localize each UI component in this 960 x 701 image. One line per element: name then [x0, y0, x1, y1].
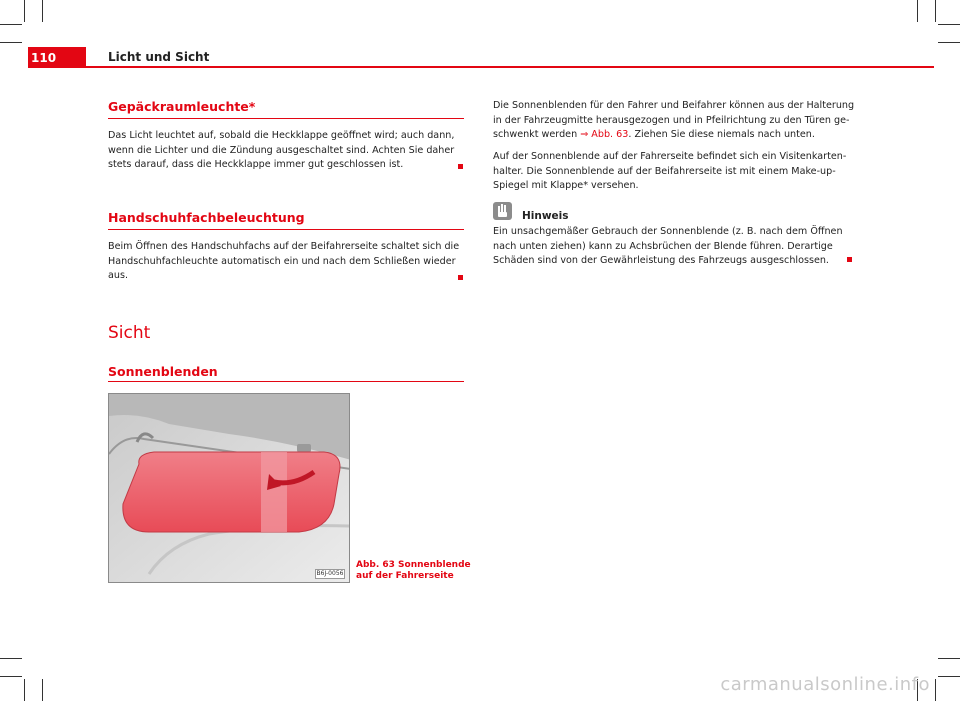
note-icon	[493, 202, 512, 220]
crop-mark	[42, 679, 43, 701]
crop-mark	[935, 0, 936, 22]
text-line: nach unten ziehen) kann zu Achsbrüchen der Blende führen. Derartige	[493, 240, 833, 252]
crop-mark	[0, 658, 22, 659]
crop-mark	[0, 42, 22, 43]
section-end-mark	[458, 275, 463, 280]
text-line: halter. Die Sonnenblende auf der Beifahrerseite ist mit einem Make-up-	[493, 165, 836, 177]
figure-code-label	[315, 569, 345, 579]
text-fragment: . Ziehen Sie diese niemals nach unten.	[628, 129, 815, 141]
note-text	[493, 225, 843, 269]
section-heading-luggage-light: Gepäckraumleuchte*	[108, 99, 256, 114]
sun-visor-text	[493, 99, 854, 143]
page-header	[28, 47, 934, 68]
section-heading-glovebox-light: Handschuhfachbeleuchtung	[108, 210, 305, 225]
crop-mark	[938, 24, 960, 25]
text-line	[493, 128, 854, 143]
luggage-light-text	[108, 129, 454, 173]
text-line: wenn die Lichter und die Zündung ausgeschaltet sind. Achten Sie daher	[108, 144, 455, 156]
heading-rule	[108, 118, 464, 119]
page-number: 110	[28, 47, 86, 68]
heading-rule	[108, 229, 464, 230]
crop-mark	[0, 24, 22, 25]
sun-visor-figure	[108, 393, 350, 583]
text-line: Spiegel mit Klappe* versehen.	[493, 180, 639, 192]
text-fragment: schwenkt werden	[493, 129, 581, 141]
glovebox-light-text	[108, 240, 459, 284]
caption-line: auf der Fahrerseite	[356, 571, 454, 581]
text-line: in der Fahrzeugmitte herausgezogen und in Pfeilrichtung zu den Türen ge-	[493, 114, 850, 126]
section-end-mark	[847, 257, 852, 262]
text-line: Ein unsachgemäßer Gebrauch der Sonnenblende (z. B. nach dem Öffnen	[493, 226, 843, 237]
note-title: Hinweis	[522, 210, 569, 222]
crop-mark	[24, 679, 25, 701]
text-line: stets darauf, dass die Heckklappe immer gut geschlossen ist.	[108, 159, 404, 171]
crop-mark	[24, 0, 25, 22]
chapter-title: Sicht	[108, 323, 151, 343]
card-holder-text	[493, 150, 846, 194]
text-line: aus.	[108, 270, 129, 282]
figure-code: B6J-0056	[316, 570, 344, 577]
caption-line: Abb. 63 Sonnenblende	[356, 560, 471, 570]
crop-mark	[938, 658, 960, 659]
heading-rule	[108, 381, 464, 382]
section-end-mark	[458, 164, 463, 169]
figure-caption	[356, 560, 471, 582]
text-line: Schäden sind von der Gewährleistung des Fahrzeugs ausgeschlossen.	[493, 255, 829, 267]
crop-mark	[938, 676, 960, 677]
sun-visor-illustration	[109, 394, 350, 583]
header-rule	[86, 66, 934, 68]
figure-reference-link[interactable]: ⇒ Abb. 63	[580, 129, 629, 141]
text-line: Die Sonnenblenden für den Fahrer und Beifahrer können aus der Halterung	[493, 100, 855, 111]
text-line: Handschuhfachleuchte automatisch ein und nach dem Schließen wieder	[108, 255, 456, 267]
crop-mark	[917, 0, 918, 22]
running-title: Licht und Sicht	[108, 50, 210, 64]
crop-mark	[938, 42, 960, 43]
crop-mark	[42, 0, 43, 22]
text-line: Das Licht leuchtet auf, sobald die Heckklappe geöffnet wird; auch dann,	[108, 130, 455, 141]
section-heading-sun-visors: Sonnenblenden	[108, 364, 218, 379]
crop-mark	[0, 676, 22, 677]
info-hand-icon	[493, 202, 512, 220]
text-line: Auf der Sonnenblende auf der Fahrerseite befindet sich ein Visitenkarten-	[493, 151, 847, 162]
watermark: carmanualsonline.info	[720, 674, 930, 695]
text-line: Beim Öffnen des Handschuhfachs auf der Beifahrerseite schaltet sich die	[108, 241, 460, 252]
crop-mark	[935, 679, 936, 701]
